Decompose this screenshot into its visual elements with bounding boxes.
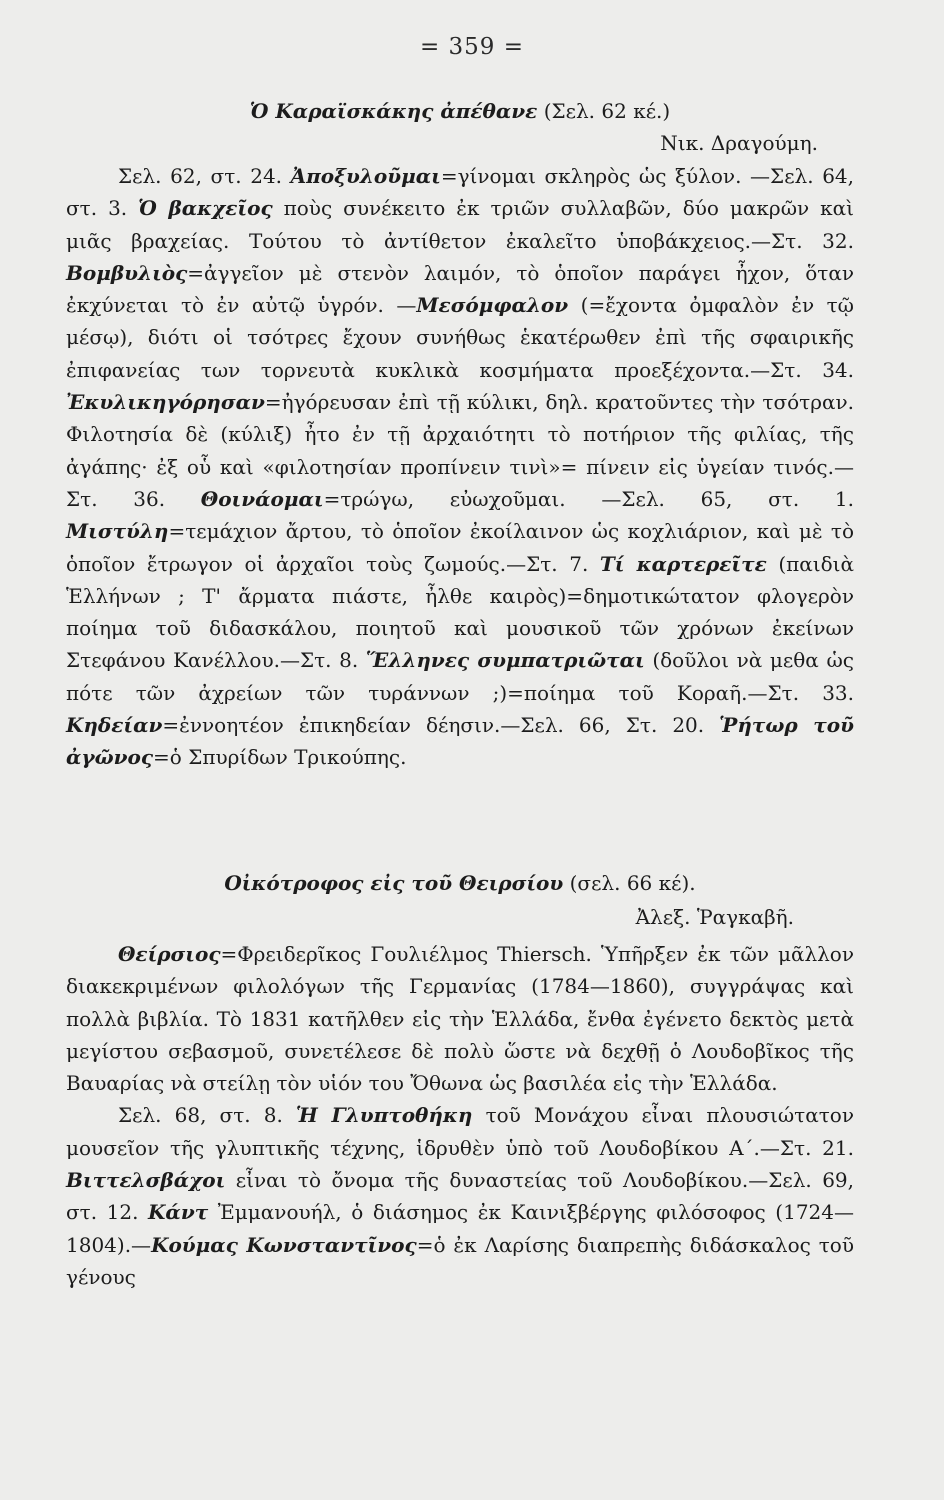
- section-heading: [66, 96, 854, 126]
- text-run: (παιδιὰ Ἑλλήνων ; Τ' ἄρματα πιάστε, ἦλθε καιρὸς)=δημοτικώτατον φλογερὸν ποίημα τοῦ διδασκάλου, ποιητοῦ καὶ μουσικοῦ τῶν χρόνων ἐκείνων Στεφάνου Κανέλλου.—Στ. 8.: [66, 551, 855, 673]
- glossed-term: Ἡ Γλυπτοθήκη: [295, 1103, 473, 1128]
- commentary-paragraph: [66, 160, 854, 774]
- paragraph: [66, 160, 854, 774]
- page-number: = 359 =: [419, 34, 525, 60]
- glossed-term: Ἀποξυλοῦμαι: [290, 164, 441, 188]
- text-run: =ἀγγεῖον μὲ στενὸν λαιμόν, τὸ ὁποῖον παράγει ἦχον, ὅταν ἐκχύνεται τὸ ἐν αὐτῷ ὑγρόν. —: [66, 260, 854, 318]
- text-run: Σελ. 62, στ. 24.: [118, 164, 291, 188]
- paragraph: [66, 938, 854, 1099]
- section-author: Ἀλεξ. Ῥαγκαβῆ.: [635, 905, 794, 929]
- section-heading: [66, 868, 854, 898]
- glossed-term: Κούμας Κωνσταντῖνος: [151, 1232, 417, 1257]
- text-run: εἶναι τὸ ὄνομα τῆς δυναστείας τοῦ Λουδοβίκου.—Σελ. 69, στ. 12.: [66, 1168, 854, 1225]
- text-run: =τρώγω, εὐωχοῦμαι. —Σελ. 65, στ. 1.: [323, 486, 854, 511]
- glossed-term: Μιστύλη: [66, 519, 169, 544]
- section-reference: (Σελ. 62 κέ.): [543, 99, 671, 123]
- section-title: Ὁ Καραϊσκάκης ἀπέθανε: [249, 99, 538, 123]
- text-run: Ἐμμανουήλ, ὁ διάσημος ἐκ Καινιξβέργης φιλόσοφος (1724—1804).—: [66, 1200, 854, 1257]
- text-run: Σελ. 68, στ. 8.: [118, 1103, 296, 1128]
- commentary-paragraph: [66, 938, 854, 1293]
- text-run: τοῦ Μονάχου εἶναι πλουσιώτατον μουσεῖον τῆς γλυπτικῆς τέχνης, ἱδρυθὲν ὑπὸ τοῦ Λουδοβίκου Α΄.—Στ. 21.: [66, 1103, 855, 1160]
- glossed-term: Τί καρτερεῖτε: [599, 551, 767, 576]
- glossed-term: Ῥήτωρ τοῦ ἀγῶνος: [66, 713, 854, 770]
- text-run: =ὁ ἐκ Λαρίσης διαπρεπὴς διδάσκαλος τοῦ γένους: [66, 1232, 854, 1289]
- section-reference: (σελ. 66 κέ).: [569, 871, 696, 895]
- text-run: (=ἔχοντα ὀμφαλὸν ἐν τῷ μέσῳ), διότι οἱ τσότρες ἔχουν συνήθως ἑκατέρωθεν ἐπὶ τῆς σφαιρικῆς ἐπιφανείας των τορνευτὰ κυκλικὰ κοσμήματα προεξέχοντα.—Στ. 34.: [66, 293, 854, 382]
- text-run: (δοῦλοι νὰ μεθα ὡς πότε τῶν ἀχρείων τῶν τυράννων ;)=ποίημα τοῦ Κοραῆ.—Στ. 33.: [66, 648, 854, 705]
- glossed-term: Ἐκυλικηγόρησαν: [66, 390, 265, 415]
- text-run: =τεμάχιον ἄρτου, τὸ ὁποῖον ἐκοίλαινον ὡς κοχλιάριον, καὶ μὲ τὸ ὁποῖον ἔτρωγον οἱ ἀρχαῖοι τοὺς ζωμούς.—Στ. 7.: [66, 519, 854, 576]
- text-run: =Φρειδερῖκος Γουλιέλμος Thiersch. Ὑπῆρξεν ἐκ τῶν μᾶλλον διακεκριμένων φιλολόγων τῆς Γερμανίας (1784—1860), συγγράψας καὶ πολλὰ βιβλία. Τὸ 1831 κατῆλθεν εἰς τὴν Ἑλλάδα, ἔνθα ἐγένετο δεκτὸς μετὰ μεγίστου σεβασμοῦ, συνετέλεσε δὲ πολὺ ὥστε νὰ δεχθῇ ὁ Λουδοβῖκος τῆς Βαυαρίας νὰ στείλῃ τὸν υἱόν του Ὄθωνα ὡς βασιλέα εἰς τὴν Ἑλλάδα.: [66, 942, 854, 1096]
- glossed-term: Ἕλληνες συμπατριῶται: [365, 648, 645, 673]
- section-title: Οἰκότροφος εἰς τοῦ Θειρσίου: [224, 871, 564, 895]
- glossed-term: Θοινάομαι: [200, 486, 324, 511]
- glossed-term: Κάντ: [148, 1200, 209, 1225]
- glossed-term: Κηδείαν: [66, 713, 163, 738]
- glossed-term: Βιττελσβάχοι: [66, 1168, 226, 1193]
- text-run: =ὁ Σπυρίδων Τρικούπης.: [153, 745, 407, 770]
- section-author: Νικ. Δραγούμη.: [660, 131, 818, 155]
- text-run: =ἐννοητέον ἐπικηδείαν δέησιν.—Σελ. 66, Στ. 20.: [162, 713, 720, 738]
- glossed-term: Θείρσιος: [118, 942, 221, 966]
- glossed-term: Ὁ βακχεῖος: [138, 196, 273, 221]
- paragraph: [66, 1099, 854, 1293]
- text-run: =ἠγόρευσαν ἐπὶ τῇ κύλικι, δηλ. κρατοῦντες τὴν τσότραν. Φιλοτησία δὲ (κύλιξ) ἦτο ἐν τῇ ἀρχαιότητι τὸ ποτήριον τῆς φιλίας, τῆς ἀγάπης· ἐξ οὗ καὶ «φιλοτησίαν προπίνειν τινὶ»= πίνειν εἰς ὑγείαν τινός.—Στ. 36.: [66, 390, 854, 511]
- glossed-term: Βομβυλιὸς: [66, 260, 188, 285]
- glossed-term: Μεσόμφαλον: [416, 293, 569, 318]
- text-run: =γίνομαι σκληρὸς ὡς ξύλον. —Σελ. 64, στ. 3.: [66, 164, 854, 221]
- text-run: ποὺς συνέκειτο ἐκ τριῶν συλλαβῶν, δύο μακρῶν καὶ μιᾶς βραχείας. Τούτου τὸ ἀντίθετον ἐκαλεῖτο ὑποβάκχειος.—Στ. 32.: [66, 196, 855, 253]
